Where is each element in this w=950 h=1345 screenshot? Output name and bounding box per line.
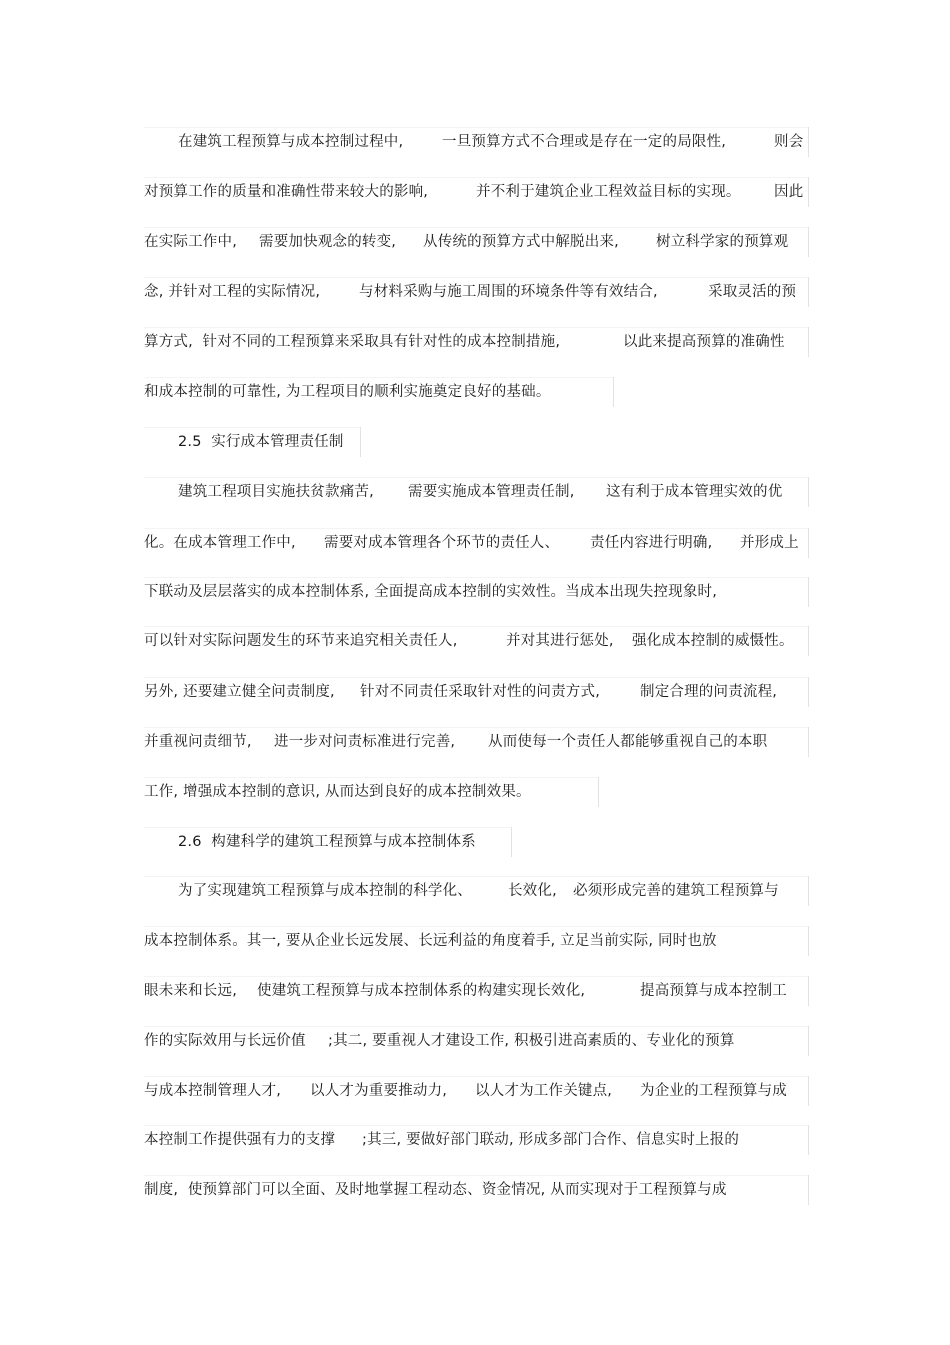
text-line	[144, 1175, 805, 1205]
text-segment: 提高预算与成本控制工	[640, 983, 787, 999]
text-segment: 作的实际效用与长远价值	[144, 1033, 306, 1049]
text-line	[144, 177, 805, 207]
text-segment: 可以针对实际问题发生的环节来追究相关责任人,	[144, 633, 458, 649]
text-line	[144, 1026, 805, 1056]
text-segment: 并形成上	[740, 535, 799, 551]
text-segment: 工作, 增强成本控制的意识, 从而达到良好的成本控制效果。	[144, 784, 531, 800]
text-line	[144, 528, 805, 558]
text-line	[144, 327, 805, 357]
text-line	[144, 1076, 805, 1106]
text-segment: 这有利于成本管理实效的优	[606, 484, 783, 500]
text-line	[144, 1125, 805, 1155]
text-segment: 并重视问责细节,	[144, 734, 252, 750]
text-segment: 建筑工程项目实施扶贫款痛苦,	[178, 484, 374, 500]
text-segment: 为企业的工程预算与成	[640, 1083, 787, 1099]
text-segment: 制度, 使预算部门可以全面、及时地掌握工程动态、资金情况, 从而实现对于工程预算与成	[144, 1182, 727, 1198]
text-segment: 在建筑工程预算与成本控制过程中,	[178, 134, 404, 150]
text-segment: 则会	[774, 134, 804, 150]
section-heading	[144, 827, 508, 857]
text-segment: 并对其进行惩处,	[506, 633, 614, 649]
text-segment: 以人才为重要推动力,	[310, 1083, 448, 1099]
section-heading	[144, 427, 357, 457]
text-segment: 从传统的预算方式中解脱出来,	[423, 234, 619, 250]
text-line	[144, 727, 805, 757]
text-segment: 必须形成完善的建筑工程预算与	[573, 883, 779, 899]
text-segment: 采取灵活的预	[708, 284, 797, 300]
text-line	[144, 377, 610, 407]
text-segment: 因此	[774, 184, 804, 200]
text-segment: ;其三, 要做好部门联动, 形成多部门合作、信息实时上报的	[362, 1132, 740, 1148]
text-segment: 树立科学家的预算观	[656, 234, 789, 250]
text-segment: 需要加快观念的转变,	[259, 234, 397, 250]
text-segment: 需要实施成本管理责任制,	[408, 484, 575, 500]
text-segment: 以人才为工作关键点,	[475, 1083, 613, 1099]
text-segment: 针对不同责任采取针对性的问责方式,	[360, 684, 601, 700]
text-line	[144, 277, 805, 307]
text-segment: 与成本控制管理人才,	[144, 1083, 282, 1099]
text-segment: 一旦预算方式不合理或是存在一定的局限性,	[442, 134, 727, 150]
text-segment: ;其二, 要重视人才建设工作, 积极引进高素质的、专业化的预算	[328, 1033, 735, 1049]
text-segment: 成本控制体系。其一, 要从企业长远发展、长远利益的角度着手, 立足当前实际, 同时也放	[144, 933, 717, 949]
text-line	[144, 477, 805, 507]
text-line	[144, 677, 805, 707]
text-segment: 使建筑工程预算与成本控制体系的构建实现长效化,	[257, 983, 586, 999]
text-segment: 与材料采购与施工周围的环境条件等有效结合,	[359, 284, 658, 300]
text-line	[144, 777, 595, 807]
text-line	[144, 876, 805, 906]
text-line	[144, 127, 805, 157]
text-segment: 强化成本控制的威慑性。	[632, 633, 794, 649]
text-segment: 另外, 还要建立健全问责制度,	[144, 684, 335, 700]
text-line	[144, 626, 805, 656]
text-segment: 在实际工作中,	[144, 234, 238, 250]
text-line	[144, 227, 805, 257]
text-segment: 长效化,	[508, 883, 557, 899]
text-segment: 责任内容进行明确,	[590, 535, 713, 551]
text-segment: 制定合理的问责流程,	[640, 684, 778, 700]
text-segment: 为了实现建筑工程预算与成本控制的科学化、	[178, 883, 472, 899]
text-segment: 化。在成本管理工作中,	[144, 535, 296, 551]
text-line	[144, 577, 805, 607]
text-segment: 和成本控制的可靠性, 为工程项目的顺利实施奠定良好的基础。	[144, 384, 551, 400]
text-segment: 需要对成本管理各个环节的责任人、	[324, 535, 560, 551]
text-segment: 算方式, 针对不同的工程预算来采取具有针对性的成本控制措施,	[144, 334, 561, 350]
text-segment: 对预算工作的质量和准确性带来较大的影响,	[144, 184, 429, 200]
text-segment: 进一步对问责标准进行完善,	[274, 734, 456, 750]
text-segment: 从而使每一个责任人都能够重视自己的本职	[488, 734, 768, 750]
text-line	[144, 926, 805, 956]
text-segment: 以此来提高预算的准确性	[623, 334, 785, 350]
text-segment: 下联动及层层落实的成本控制体系, 全面提高成本控制的实效性。当成本出现失控现象时,	[144, 584, 718, 600]
text-line	[144, 976, 805, 1006]
text-segment: 眼未来和长远,	[144, 983, 238, 999]
text-segment: 念, 并针对工程的实际情况,	[144, 284, 321, 300]
text-segment: 本控制工作提供强有力的支撑	[144, 1132, 336, 1148]
heading-text: 2.6 构建科学的建筑工程预算与成本控制体系	[178, 834, 476, 850]
heading-text: 2.5 实行成本管理责任制	[178, 434, 344, 450]
text-segment: 并不利于建筑企业工程效益目标的实现。	[476, 184, 741, 200]
